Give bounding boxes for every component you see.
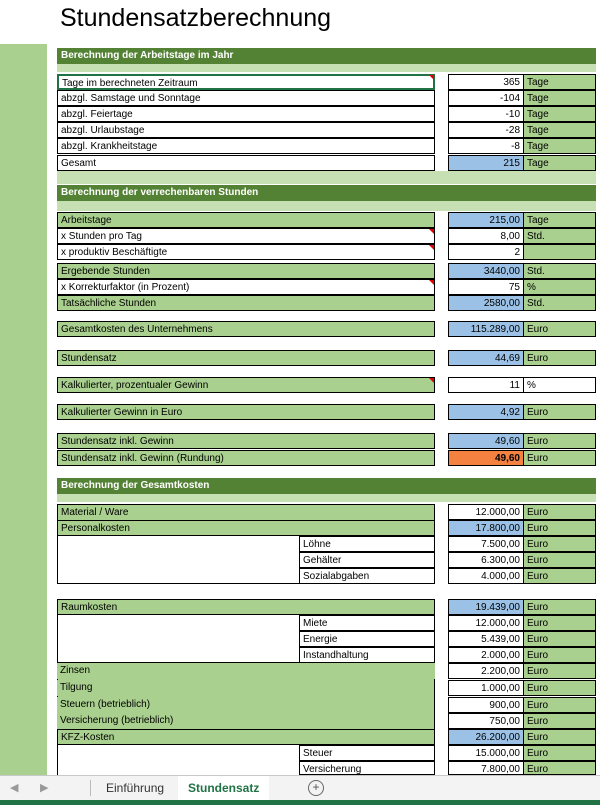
row-value[interactable]: 5.439,00 — [448, 631, 524, 647]
row-unit: Euro — [523, 761, 596, 775]
row-unit: Tage — [523, 122, 596, 138]
row-value[interactable]: 7.800,00 — [448, 761, 524, 775]
blank-block — [57, 536, 300, 584]
row-value[interactable]: -8 — [448, 138, 524, 154]
row-unit: % — [523, 377, 596, 393]
left-margin-bar — [0, 44, 47, 775]
row-unit: Tage — [523, 212, 596, 228]
row-unit: Euro — [523, 568, 596, 584]
row-label[interactable]: Steuern (betrieblich) — [57, 697, 427, 713]
row-value[interactable]: 6.300,00 — [448, 552, 524, 568]
section-spacer — [57, 64, 596, 72]
row-unit: Std. — [523, 263, 596, 279]
section-header-stunden: Berechnung der verrechenbaren Stunden — [57, 185, 596, 201]
row-value[interactable]: -104 — [448, 90, 524, 106]
row-label[interactable]: Tage im berechneten Zeitraum — [57, 74, 435, 90]
status-bar — [0, 800, 600, 805]
row-unit: Tage — [523, 74, 596, 90]
row-unit: Euro — [523, 321, 596, 337]
row-unit: Tage — [523, 138, 596, 154]
row-unit: Euro — [523, 713, 596, 729]
comment-indicator — [429, 245, 434, 250]
row-label[interactable]: Personalkosten — [57, 520, 435, 536]
section-spacer — [57, 201, 596, 211]
row-unit: Euro — [523, 433, 596, 449]
row-label[interactable]: Kalkulierter Gewinn in Euro — [57, 404, 435, 420]
blank-block — [57, 745, 300, 775]
sub-row-label[interactable]: Steuer — [299, 745, 435, 761]
row-label[interactable]: Ergebende Stunden — [57, 263, 435, 279]
row-label[interactable]: abzgl. Samstage und Sonntage — [57, 90, 435, 106]
row-unit: Euro — [523, 536, 596, 552]
row-label[interactable]: Gesamt — [57, 155, 435, 171]
sub-row-label[interactable]: Instandhaltung — [299, 647, 435, 663]
row-unit — [523, 244, 596, 260]
row-label[interactable]: Stundensatz — [57, 350, 435, 366]
row-label[interactable]: Material / Ware — [57, 504, 435, 520]
row-value[interactable]: 2580,00 — [448, 295, 524, 311]
row-value[interactable]: 3440,00 — [448, 263, 524, 279]
blank-block — [57, 615, 300, 663]
row-value[interactable]: 26.200,00 — [448, 729, 524, 745]
row-value[interactable]: 8,00 — [448, 228, 524, 244]
row-label[interactable]: abzgl. Urlaubstage — [57, 122, 435, 138]
row-value[interactable]: 900,00 — [448, 697, 524, 713]
row-unit: Euro — [523, 404, 596, 420]
sheet-tab-bar — [0, 775, 600, 801]
sub-row-label[interactable]: Energie — [299, 631, 435, 647]
tab-divider — [90, 780, 91, 796]
row-value[interactable]: 17.800,00 — [448, 520, 524, 536]
row-value[interactable]: 19.439,00 — [448, 599, 524, 615]
section-spacer — [57, 171, 596, 184]
row-label[interactable]: Versicherung (betrieblich) — [57, 713, 427, 729]
row-label[interactable]: Kalkulierter, prozentualer Gewinn — [57, 377, 435, 393]
row-value[interactable]: 2 — [448, 244, 524, 260]
sub-row-label[interactable]: Miete — [299, 615, 435, 631]
section-spacer — [57, 494, 596, 502]
row-unit: Euro — [523, 729, 596, 745]
section-header-gesamtkosten: Berechnung der Gesamtkosten — [57, 478, 596, 494]
row-unit: Euro — [523, 615, 596, 631]
row-value[interactable]: 15.000,00 — [448, 745, 524, 761]
row-value[interactable]: 215,00 — [448, 212, 524, 228]
row-unit: % — [523, 279, 596, 295]
row-value[interactable]: 49,60 — [448, 450, 524, 466]
row-label[interactable]: Arbeitstage — [57, 212, 435, 228]
comment-indicator — [429, 378, 434, 383]
row-value[interactable]: 11 — [448, 377, 524, 393]
sub-row-label[interactable]: Gehälter — [299, 552, 435, 568]
row-unit: Tage — [523, 106, 596, 122]
row-label[interactable]: Tatsächliche Stunden — [57, 295, 435, 311]
row-label[interactable]: abzgl. Feiertage — [57, 106, 435, 122]
row-unit: Euro — [523, 745, 596, 761]
row-unit: Euro — [523, 350, 596, 366]
sub-row-label[interactable]: Sozialabgaben — [299, 568, 435, 584]
row-value[interactable]: 115.289,00 — [448, 321, 524, 337]
row-label[interactable]: x produktiv Beschäftigte — [57, 244, 435, 260]
row-label[interactable]: Stundensatz inkl. Gewinn (Rundung) — [57, 450, 435, 466]
row-unit: Euro — [523, 631, 596, 647]
row-label[interactable]: KFZ-Kosten — [57, 729, 435, 745]
row-label[interactable]: Raumkosten — [57, 599, 435, 615]
row-value[interactable]: 12.000,00 — [448, 615, 524, 631]
row-label[interactable]: x Stunden pro Tag — [57, 228, 435, 244]
row-unit: Euro — [523, 504, 596, 520]
row-value[interactable]: 365 — [448, 74, 524, 90]
row-value[interactable]: 2.200,00 — [448, 663, 524, 679]
tab-stundensatz[interactable]: Stundensatz — [178, 776, 269, 802]
row-value[interactable]: 7.500,00 — [448, 536, 524, 552]
row-value[interactable]: 2.000,00 — [448, 647, 524, 663]
row-value[interactable]: 750,00 — [448, 713, 524, 729]
comment-indicator — [429, 280, 434, 285]
row-unit: Euro — [523, 450, 596, 466]
row-unit: Euro — [523, 663, 596, 679]
row-value[interactable]: 215 — [448, 155, 524, 171]
row-value[interactable]: 1.000,00 — [448, 680, 524, 696]
tab-einfuehrung[interactable]: Einführung — [106, 781, 165, 795]
row-value[interactable]: 49,60 — [448, 433, 524, 449]
row-value[interactable]: 4,92 — [448, 404, 524, 420]
row-label[interactable]: x Korrekturfaktor (in Prozent) — [57, 279, 435, 295]
row-value[interactable]: -28 — [448, 122, 524, 138]
row-value[interactable]: 4.000,00 — [448, 568, 524, 584]
row-label[interactable]: Stundensatz inkl. Gewinn — [57, 433, 435, 449]
add-sheet-icon[interactable]: + — [308, 780, 324, 796]
row-value[interactable]: 44,69 — [448, 350, 524, 366]
page-title: Stundensatzberechnung — [60, 4, 332, 32]
section-header-arbeitstage: Berechnung der Arbeitstage im Jahr — [57, 48, 596, 64]
row-unit: Euro — [523, 647, 596, 663]
row-unit: Euro — [523, 680, 596, 696]
row-unit: Euro — [523, 520, 596, 536]
sub-row-label[interactable]: Versicherung — [299, 761, 435, 775]
row-unit: Std. — [523, 295, 596, 311]
comment-indicator — [429, 229, 434, 234]
row-unit: Tage — [523, 90, 596, 106]
row-unit: Euro — [523, 599, 596, 615]
row-unit: Euro — [523, 697, 596, 713]
row-label[interactable]: Tilgung — [57, 680, 427, 696]
row-label[interactable]: abzgl. Krankheitstage — [57, 138, 435, 154]
row-label[interactable]: Gesamtkosten des Unternehmens — [57, 321, 435, 337]
row-value[interactable]: 12.000,00 — [448, 504, 524, 520]
comment-indicator — [429, 75, 434, 80]
row-unit: Std. — [523, 228, 596, 244]
row-value[interactable]: 75 — [448, 279, 524, 295]
row-unit: Euro — [523, 552, 596, 568]
sub-row-label[interactable]: Löhne — [299, 536, 435, 552]
row-unit: Tage — [523, 155, 596, 171]
scroll-tabs-left-icon[interactable]: ◀ — [10, 782, 19, 794]
row-value[interactable]: -10 — [448, 106, 524, 122]
scroll-tabs-right-icon[interactable]: ▶ — [40, 782, 49, 794]
row-label[interactable]: Zinsen — [57, 663, 435, 679]
